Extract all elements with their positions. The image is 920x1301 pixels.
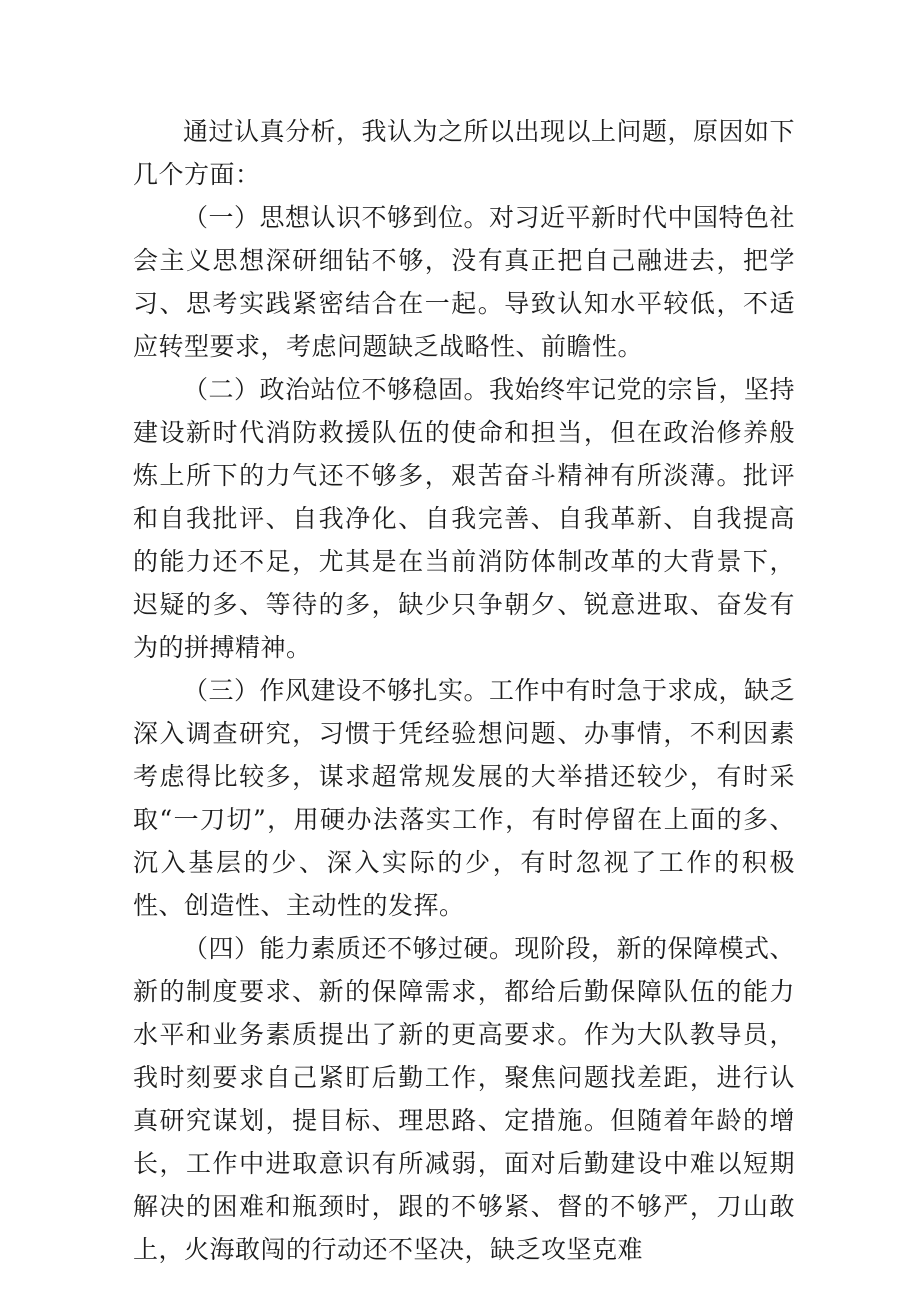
paragraph-reason-1: （一）思想认识不够到位。对习近平新时代中国特色社会主义思想深研细钻不够，没有真正把自己融进去，把学习、思考实践紧密结合在一起。导致认知水平较低，不适应转型要求，考虑问题缺乏战略性、前瞻性。 [133, 203, 796, 361]
paragraph-reason-4: （四）能力素质还不够过硬。现阶段，新的保障模式、新的制度要求、新的保障需求，都给后勤保障队伍的能力水平和业务素质提出了新的更高要求。作为大队教导员，我时刻要求自己紧盯后勤工作，聚焦问题找差距，进行认真研究谋划，提目标、理思路、定措施。但随着年龄的增长，工作中进取意识有所减弱，面对后勤建设中难以短期解决的困难和瓶颈时，跟的不够紧、督的不够严，刀山敢上，火海敢闯的行动还不坚决，缺乏攻坚克难 [133, 934, 796, 1264]
paragraph-reason-2: （二）政治站位不够稳固。我始终牢记党的宗旨，坚持建设新时代消防救援队伍的使命和担当，但在政治修养般炼上所下的力气还不够多，艰苦奋斗精神有所淡薄。批评和自我批评、自我净化、自我完善、自我革新、自我提高的能力还不足，尤其是在当前消防体制改革的大背景下，迟疑的多、等待的多，缺少只争朝夕、锐意进取、奋发有为的拼搏精神。 [133, 375, 796, 662]
paragraph-intro: 通过认真分析，我认为之所以出现以上问题，原因如下几个方面： [133, 117, 796, 189]
document-body [133, 110, 795, 1271]
paragraph-reason-3: （三）作风建设不够扎实。工作中有时急于求成，缺乏深入调查研究，习惯于凭经验想问题、办事情，不利因素考虑得比较多，谋求超常规发展的大举措还较少，有时采取“一刀切”，用硬办法落实工作，有时停留在上面的多、沉入基层的少、深入实际的少，有时忽视了工作的积极性、创造性、主动性的发挥。 [133, 676, 796, 920]
